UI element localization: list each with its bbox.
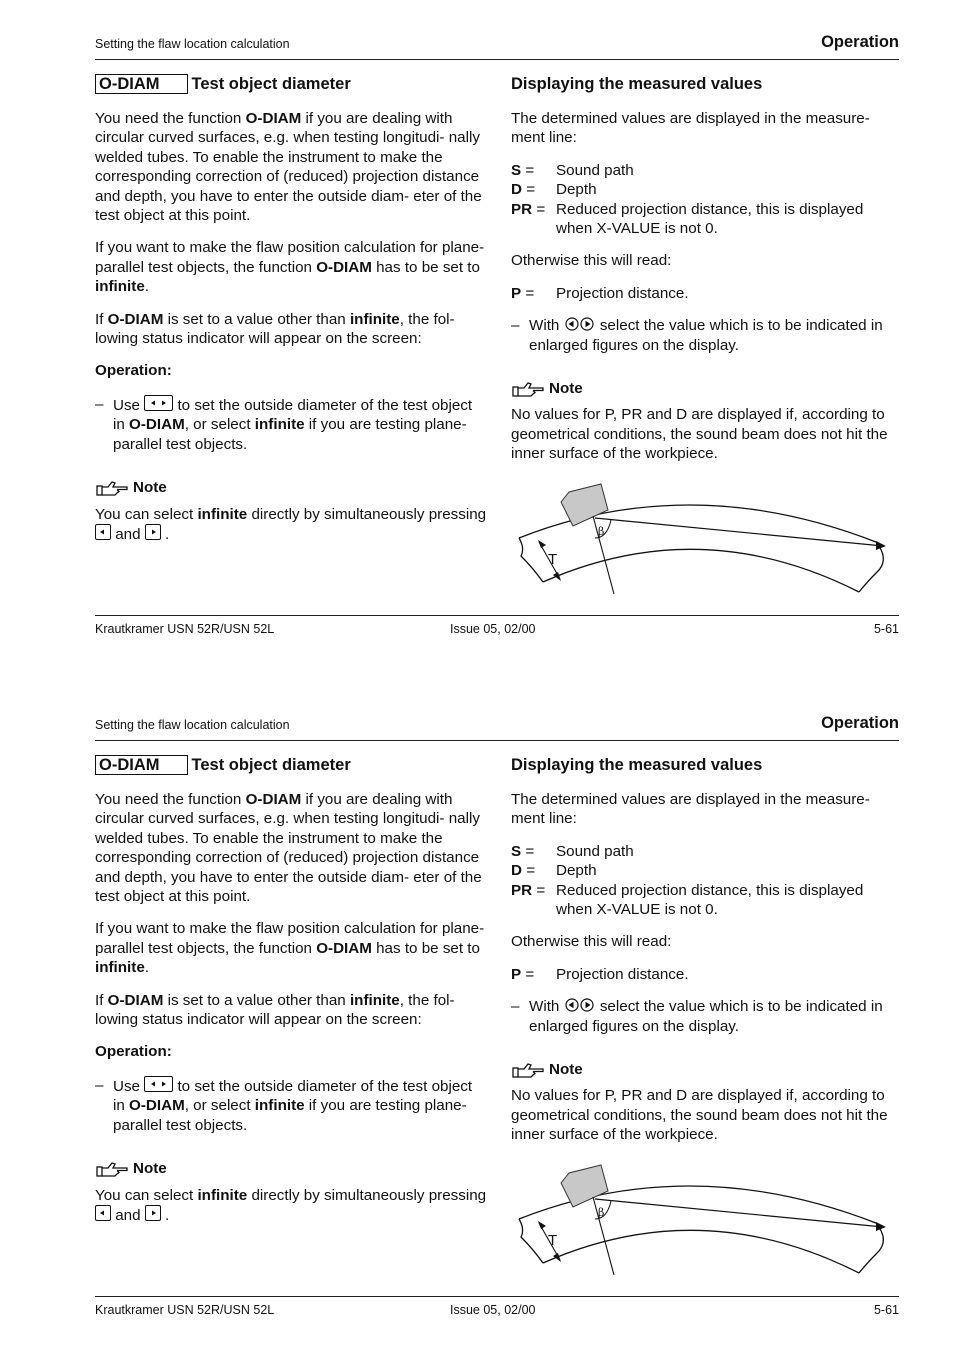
section-title: Test object diameter (191, 75, 351, 93)
operation-heading: Operation: (95, 362, 172, 380)
left-key-icon (95, 1205, 111, 1221)
section-heading-odiam (95, 755, 487, 776)
paragraph-status-indicator: If O-DIAM is set to a value other than infinite, the fol- lowing status indicator will appear on the screen: (95, 310, 455, 348)
note-heading: Note (95, 1159, 487, 1178)
thickness-label: T (548, 1232, 558, 1249)
beta-label: β (598, 525, 605, 538)
definition-list (511, 161, 903, 239)
operation-step: – Use to set the outside diameter of the test object in O-DIAM, or select infinite if you are testing plane-parallel test objects. (95, 1076, 473, 1134)
thickness-label: T (548, 551, 558, 568)
paragraph-plane-parallel: If you want to make the flaw position calculation for plane-parallel test objects, the function O-DIAM has to be set to infinite. (95, 920, 485, 977)
left-break-line (519, 1219, 543, 1263)
header-section: Setting the flaw location calculation (95, 37, 290, 51)
curved-workpiece-diagram (511, 482, 891, 597)
footer-page-number: 5-61 (873, 1303, 899, 1317)
right-column (511, 755, 903, 1158)
note-infinite-shortcut: You can select infinite directly by simultaneously pressing and . (95, 1186, 487, 1224)
sound-beam-line (595, 518, 883, 546)
curved-workpiece-diagram (511, 1163, 891, 1278)
pointing-hand-icon (95, 480, 129, 496)
thickness-arrow-top (538, 1221, 546, 1229)
left-right-arrow-key-icon (144, 1076, 173, 1092)
right-key-icon (145, 524, 161, 540)
footer-issue: Issue 05, 02/00 (450, 1303, 536, 1317)
paragraph-odiam-purpose: You need the function O-DIAM if you are dealing with circular curved surfaces, e.g. when testing longitudi- nally welded tubes. To enable the instrument to make the corresponding correction of (reduced) projection distance and depth, you have to enter the outside diam- eter of the test object at this point. (95, 791, 482, 906)
definition-s: S = Sound path (511, 842, 634, 860)
note-heading: Note (511, 379, 903, 398)
paragraph-measure-line: The determined values are displayed in the measure- ment line: (511, 110, 870, 147)
thickness-arrow-bottom (553, 1253, 561, 1262)
sound-beam-line (595, 1199, 883, 1227)
left-right-round-keys-icon (564, 998, 596, 1012)
left-key-icon (95, 524, 111, 540)
pointing-hand-icon (511, 381, 545, 397)
paragraph-odiam-purpose: You need the function O-DIAM if you are dealing with circular curved surfaces, e.g. when testing longitudi- nally welded tubes. To enable the instrument to make the corresponding correction of (reduced) projection distance and depth, you have to enter the outside diam- eter of the test object at this point. (95, 110, 482, 225)
section-heading-odiam (95, 74, 487, 95)
section-heading-measured-values: Displaying the measured values (511, 75, 763, 93)
pointing-hand-icon (95, 1161, 129, 1177)
paragraph-plane-parallel: If you want to make the flaw position calculation for plane-parallel test objects, the function O-DIAM has to be set to infinite. (95, 239, 485, 296)
beta-label: β (598, 1206, 605, 1219)
definition-pr: PR = Reduced projection distance, this is displayed when X-VALUE is not 0. (511, 200, 864, 238)
thickness-arrow-top (538, 540, 546, 548)
definition-d: D = Depth (511, 181, 597, 199)
definition-d: D = Depth (511, 862, 597, 880)
probe-shape (561, 1165, 608, 1207)
section-title: Test object diameter (191, 756, 351, 774)
definition-pr: PR = Reduced projection distance, this is displayed when X-VALUE is not 0. (511, 881, 864, 919)
paragraph-otherwise: Otherwise this will read: (511, 252, 672, 270)
left-right-arrow-key-icon (144, 395, 173, 411)
left-right-round-keys-icon (564, 317, 596, 331)
footer-issue: Issue 05, 02/00 (450, 622, 536, 636)
page-bottom (0, 681, 954, 1356)
right-key-icon (145, 1205, 161, 1221)
thickness-arrow-bottom (553, 572, 561, 581)
paragraph-otherwise: Otherwise this will read: (511, 933, 672, 951)
left-column (95, 74, 487, 557)
definition-p: P = Projection distance. (511, 965, 689, 983)
footer-product: Krautkramer USN 52R/USN 52L (95, 1303, 275, 1317)
note-no-values: No values for P, PR and D are displayed if, according to geometrical conditions, the sound beam does not hit the inner surface of the workpiece. (511, 1087, 888, 1144)
paragraph-measure-line: The determined values are displayed in the measure- ment line: (511, 791, 870, 828)
note-infinite-shortcut: You can select infinite directly by simultaneously pressing and . (95, 505, 487, 543)
section-heading-measured-values: Displaying the measured values (511, 756, 763, 774)
note-heading: Note (95, 478, 487, 497)
right-break-line (859, 1223, 883, 1273)
footer-rule (95, 1296, 899, 1297)
note-heading: Note (511, 1060, 903, 1079)
select-value-step: – With select the value which is to be indicated in enlarged figures on the display. (511, 317, 883, 354)
header-rule (95, 740, 899, 741)
function-name-box: O-DIAM (95, 74, 188, 94)
select-value-step: – With select the value which is to be indicated in enlarged figures on the display. (511, 998, 883, 1035)
probe-shape (561, 484, 608, 526)
left-column (95, 755, 487, 1238)
footer-product: Krautkramer USN 52R/USN 52L (95, 622, 275, 636)
header-section: Setting the flaw location calculation (95, 718, 290, 732)
function-name-box: O-DIAM (95, 755, 188, 775)
header-chapter: Operation (821, 714, 899, 732)
inner-surface-arc (543, 549, 859, 592)
definition-s: S = Sound path (511, 161, 634, 179)
header-rule (95, 59, 899, 60)
right-break-line (859, 542, 883, 592)
operation-step: – Use to set the outside diameter of the test object in O-DIAM, or select infinite if you are testing plane-parallel test objects. (95, 395, 473, 453)
paragraph-status-indicator: If O-DIAM is set to a value other than infinite, the fol- lowing status indicator will appear on the screen: (95, 991, 455, 1029)
note-no-values: No values for P, PR and D are displayed if, according to geometrical conditions, the sound beam does not hit the inner surface of the workpiece. (511, 406, 888, 463)
left-break-line (519, 538, 543, 582)
page-top (0, 0, 954, 675)
inner-surface-arc (543, 1230, 859, 1273)
header-chapter: Operation (821, 33, 899, 51)
definition-p: P = Projection distance. (511, 284, 689, 302)
footer-rule (95, 615, 899, 616)
footer-page-number: 5-61 (873, 622, 899, 636)
pointing-hand-icon (511, 1062, 545, 1078)
definition-list (511, 842, 903, 920)
right-column (511, 74, 903, 477)
operation-heading: Operation: (95, 1043, 172, 1061)
